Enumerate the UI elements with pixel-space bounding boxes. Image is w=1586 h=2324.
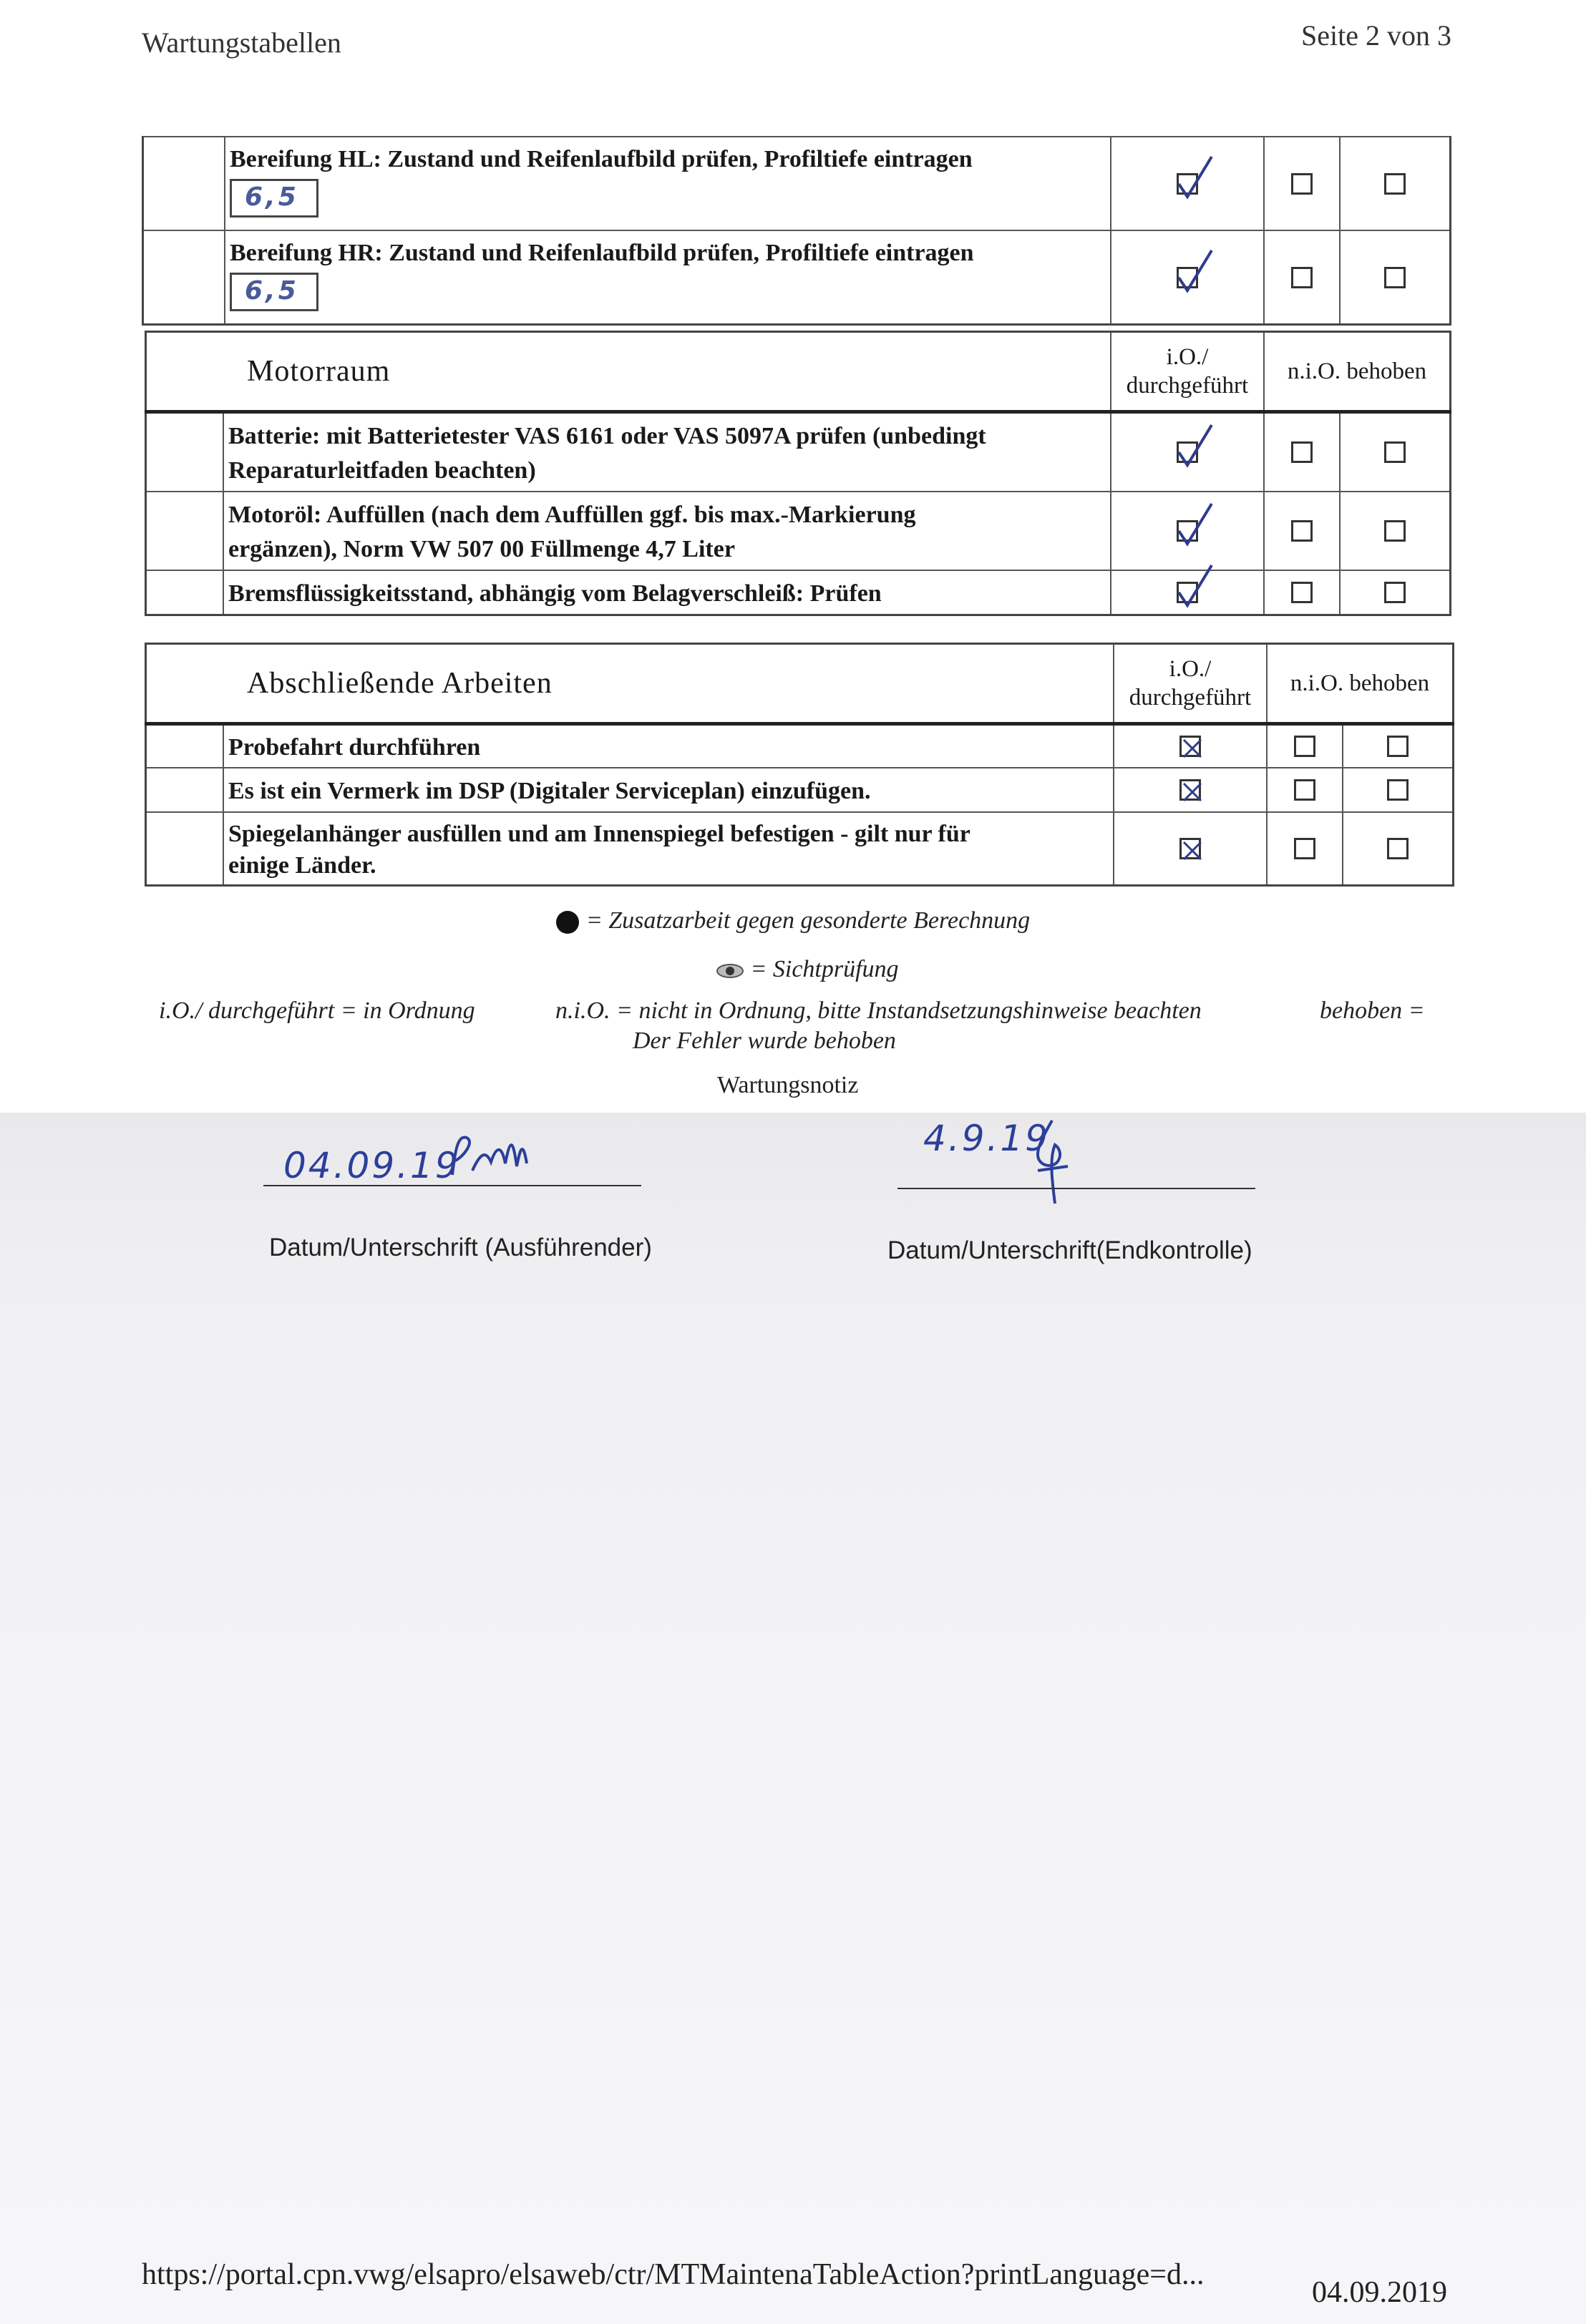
signature-date-right: 4.9.19 [923,1118,1051,1159]
behoben-cell [1343,724,1454,768]
task-cell [223,570,1111,615]
task-cell [225,137,1111,230]
nio-checkbox[interactable] [1294,779,1315,801]
io-checkbox[interactable] [1177,173,1198,195]
task-label-line2: ergänzen), Norm VW 507 00 Füllmenge 4,7 Liter [228,536,735,562]
task-label-line2: Reparaturleitfaden beachten) [228,457,536,484]
signature-label-left: Datum/Unterschrift (Ausführender) [269,1234,652,1261]
nio-cell [1264,492,1340,570]
legend-visual-check [0,956,1586,983]
nio-cell [1267,812,1343,886]
io-cell [1111,137,1264,230]
task-label-line1: Batterie: mit Batterietester VAS 6161 oder VAS 5097A prüfen (unbedingt [228,423,986,449]
col-nio-behoben-header [1267,644,1454,724]
nio-cell [1264,137,1340,230]
nio-checkbox[interactable] [1291,267,1313,288]
table-header [146,644,1454,724]
nio-checkbox[interactable] [1291,582,1313,603]
paper-fold-shadow [0,1113,1586,2324]
tread-depth-value: 6,5 [245,276,299,306]
section-title: Abschließende Arbeiten [146,644,1114,724]
io-checkbox[interactable] [1179,838,1201,859]
page-number: Seite 2 von 3 [1301,19,1451,52]
col-nio-header: n.i.O. [1290,670,1344,696]
io-cell [1111,570,1264,615]
nio-checkbox[interactable] [1294,838,1315,859]
io-checkbox[interactable] [1177,582,1198,603]
nio-cell [1264,230,1340,325]
task-label-line1: Probefahrt durchführen [228,734,481,761]
table-row [146,570,1451,615]
signature-scribble-right [1023,1116,1081,1209]
behoben-checkbox[interactable] [1384,520,1406,542]
nio-checkbox[interactable] [1291,520,1313,542]
bullet-icon [556,911,579,934]
table-row [146,724,1454,768]
table-header [146,332,1451,412]
task-label-line1: Motoröl: Auffüllen (nach dem Auffüllen ggf. bis max.-Markierung [228,502,916,528]
task-cell [225,230,1111,325]
cross-mark-icon [1182,738,1203,759]
behoben-cell [1340,570,1451,615]
behoben-cell [1343,812,1454,886]
col-nio-header: n.i.O. [1287,358,1341,384]
nio-checkbox[interactable] [1291,173,1313,195]
maintenance-note-label: Wartungsnotiz [717,1072,859,1098]
legend-extra-work [0,907,1586,934]
check-mark-icon [1174,502,1217,548]
io-checkbox[interactable] [1179,779,1201,801]
task-cell [223,812,1114,886]
col-behoben-header: behoben [1349,670,1430,696]
nio-cell [1264,412,1340,492]
table-row [146,768,1454,812]
legend-visual-text: = Sichtprüfung [750,956,899,982]
behoben-checkbox[interactable] [1384,441,1406,463]
cross-mark-icon [1182,781,1203,803]
task-label-line1: Es ist ein Vermerk im DSP (Digitaler Serviceplan) einzufügen. [228,778,871,804]
behoben-checkbox[interactable] [1387,779,1409,801]
behoben-cell [1340,230,1451,325]
tire-table [142,136,1451,326]
nio-cell [1267,724,1343,768]
check-mark-icon [1174,155,1217,201]
task-cell [223,768,1114,812]
check-mark-icon [1174,564,1217,610]
behoben-cell [1340,492,1451,570]
eye-icon [716,962,744,980]
signature-date-left: 04.09.19 [283,1145,460,1186]
task-label-line1: Spiegelanhänger ausfüllen und am Innenspiegel befestigen - gilt nur für [228,821,970,847]
behoben-checkbox[interactable] [1384,173,1406,195]
task-cell [223,412,1111,492]
behoben-checkbox[interactable] [1387,736,1409,757]
table-row [146,492,1451,570]
io-checkbox[interactable] [1179,736,1201,757]
legend-extra-text: = Zusatzarbeit gegen gesonderte Berechnung [585,907,1031,934]
task-label: Bereifung HL: Zustand und Reifenlaufbild prüfen, Profiltiefe eintragen [230,146,973,172]
page-title: Wartungstabellen [142,26,341,59]
task-label: Bereifung HR: Zustand und Reifenlaufbild prüfen, Profiltiefe eintragen [230,240,974,266]
table-row [146,412,1451,492]
io-cell [1114,812,1267,886]
col-io-header: i.O./ durchgeführt [1111,332,1264,412]
signature-scribble-left [448,1120,555,1185]
task-label-line1: Bremsflüssigkeitsstand, abhängig vom Belagverschleiß: Prüfen [228,580,882,607]
legend-behoben-definition-2: Der Fehler wurde behoben [633,1027,896,1054]
io-checkbox[interactable] [1177,520,1198,542]
col-io-header: i.O./ durchgeführt [1114,644,1267,724]
behoben-checkbox[interactable] [1384,267,1406,288]
behoben-cell [1343,768,1454,812]
signature-line-right [897,1188,1255,1189]
table-row [143,137,1451,230]
check-mark-icon [1174,424,1217,469]
io-cell [1114,724,1267,768]
io-checkbox[interactable] [1177,267,1198,288]
cross-mark-icon [1182,840,1203,861]
table-row [146,812,1454,886]
signature-line-left [263,1185,641,1186]
signature-label-right: Datum/Unterschrift(Endkontrolle) [887,1236,1252,1264]
legend-behoben-definition: behoben = [1320,997,1425,1024]
behoben-checkbox[interactable] [1387,838,1409,859]
tread-depth-value: 6,5 [245,182,299,212]
final-table [145,643,1454,887]
footer-date: 04.09.2019 [1312,2276,1447,2309]
tread-depth-field[interactable] [230,179,318,218]
nio-cell [1267,768,1343,812]
check-mark-icon [1174,249,1217,295]
col-nio-behoben-header [1264,332,1451,412]
nio-checkbox[interactable] [1294,736,1315,757]
footer-url: https://portal.cpn.vwg/elsapro/elsaweb/ctr/MTMaintenaTableAction?printLanguage=d... [142,2258,1205,2291]
table-row [143,230,1451,325]
task-cell [223,724,1114,768]
behoben-checkbox[interactable] [1384,582,1406,603]
legend-nio-definition: n.i.O. = nicht in Ordnung, bitte Instandsetzungshinweise beachten [555,997,1202,1024]
io-cell [1111,412,1264,492]
col-behoben-header: behoben [1346,358,1427,384]
behoben-cell [1340,137,1451,230]
section-title: Motorraum [146,332,1111,412]
motor-table [145,331,1451,616]
io-checkbox[interactable] [1177,441,1198,463]
nio-cell [1264,570,1340,615]
io-cell [1111,492,1264,570]
io-cell [1114,768,1267,812]
io-cell [1111,230,1264,325]
legend-io-definition: i.O./ durchgeführt = in Ordnung [159,997,475,1024]
task-label-line2: einige Länder. [228,852,376,879]
task-cell [223,492,1111,570]
behoben-cell [1340,412,1451,492]
nio-checkbox[interactable] [1291,441,1313,463]
tread-depth-field[interactable] [230,273,318,311]
